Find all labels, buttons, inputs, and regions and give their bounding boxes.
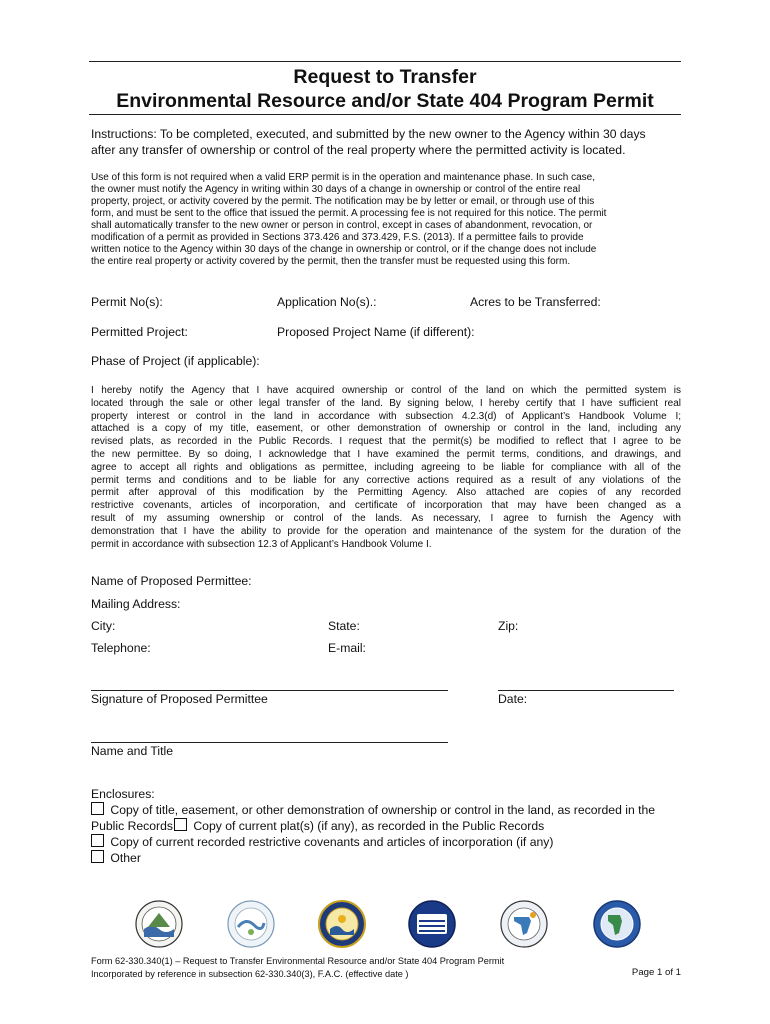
- instructions: Instructions: To be completed, executed, and submitted by the new owner to the Agency within 30 days after any transfer of ownership or control of the real property where the permitted activity is located.: [91, 127, 646, 157]
- certification-statement: I hereby notify the Agency that I have acquired ownership or control of the land on which the permitted system is located through the sale or other legal transfer of the land. By signing below, I hereby certify that I have sufficient real property interest or control in the land in accordance with subsection 4.2.3(d) of Applicant’s Handbook Volume I; attached is a copy of my title, easement, or other demonstration of ownership or control in the land, including any revised plats, as recorded in the Public Records. I request that the permit(s) be modified to reflect that I agree to be the new permittee. By so doing, I acknowledge that I have examined the permit terms, conditions, and drawings, and agree to accept all rights and obligations as permittee, including agreeing to be liable for compliance with all of the permit terms and conditions and to be liable for any corrective actions required as a result of any violations of the permit after approval of this modification by the Permitting Agency. Also attached are copies of any recorded restrictive covenants, articles of incorporation, and certificate of incorporation that may have been changed as a result of my assuming ownership or control of the lands. As necessary, I agree to furnish the Agency with demonstration that I have the ability to provide for the operation and maintenance of the system for the duration of the permit in accordance with subsection 12.3 of Applicant’s Handbook Volume I.: [91, 385, 681, 550]
- date-label: Date:: [498, 692, 528, 706]
- nwfwmd-seal-icon: [134, 899, 184, 949]
- title-rule: [89, 114, 681, 115]
- city-label: City:: [91, 619, 116, 633]
- usage-note: Use of this form is not required when a valid ERP permit is in the operation and maintenance phase. In such case, the owner must notify the Agency in writing within 30 days of a change in ownership or control of the entire real property, project, or activity covered by the permit. The notification may be by letter or email, or through use of this form, and must be sent to the office that issued the permit. A processing fee is not required for this notice. The permit shall automatically transfer to the new owner or person in control, except in cases of abandonment, revocation, or modification of a permit as provided in Sections 373.426 and 373.429, F.S. (2013). If a permittee fails to provide written notice to the Agency within 30 days of the change in ownership or control, or if the change does not include the entire real property or activity covered by the permit, then the transfer must be requested using this form.: [91, 172, 607, 267]
- phase-label: Phase of Project (if applicable):: [91, 354, 260, 368]
- form-subtitle: Environmental Resource and/or State 404 Program Permit: [116, 90, 654, 112]
- plat-copy-checkbox[interactable]: [174, 818, 187, 831]
- agency-seals: [134, 899, 644, 951]
- footer-form-id: Form 62-330.340(1) – Request to Transfer Environmental Resource and/or State 404 Program Permit: [91, 956, 505, 966]
- footer: [91, 955, 504, 980]
- mailing-address-label: Mailing Address:: [91, 597, 181, 611]
- enclosures: [91, 787, 655, 866]
- permit-no-label: Permit No(s):: [91, 295, 163, 309]
- name-title-line[interactable]: [91, 742, 448, 743]
- acres-label: Acres to be Transferred:: [470, 295, 601, 309]
- email-label: E-mail:: [328, 641, 366, 655]
- signature-label: Signature of Proposed Permittee: [91, 692, 268, 706]
- zip-label: Zip:: [498, 619, 519, 633]
- telephone-label: Telephone:: [91, 641, 151, 655]
- proposed-project-label: Proposed Project Name (if different):: [277, 325, 475, 339]
- form-title: Request to Transfer: [293, 66, 477, 88]
- other-checkbox[interactable]: [91, 850, 104, 863]
- public-records-label: Public Records: [91, 819, 173, 833]
- title-copy-label: Copy of title, easement, or other demonstration of ownership or control in the land, as recorded in the: [110, 803, 656, 817]
- name-title-label: Name and Title: [91, 744, 173, 758]
- sjrwmd-seal-icon: [317, 899, 367, 949]
- signature-line[interactable]: [91, 690, 448, 691]
- covenants-label: Copy of current recorded restrictive covenants and articles of incorporation (if any): [110, 835, 554, 849]
- plat-copy-label: Copy of current plat(s) (if any), as recorded in the Public Records: [193, 819, 545, 833]
- page-number: Page 1 of 1: [631, 967, 681, 978]
- footer-incorporation: Incorporated by reference in subsection 62-330.340(3), F.A.C. (effective date ): [91, 968, 409, 979]
- state-label: State:: [328, 619, 360, 633]
- date-line[interactable]: [498, 690, 674, 691]
- dep-seal-icon: [499, 899, 549, 949]
- title-copy-checkbox[interactable]: [91, 802, 104, 815]
- sfwmd-seal-icon: [592, 899, 642, 949]
- enclosures-heading: Enclosures:: [91, 787, 155, 801]
- permittee-name-label: Name of Proposed Permittee:: [91, 574, 252, 588]
- top-rule: [89, 61, 681, 62]
- permitted-project-label: Permitted Project:: [91, 325, 188, 339]
- application-no-label: Application No(s).:: [277, 295, 377, 309]
- srwmd-seal-icon: [226, 899, 276, 949]
- swfwmd-seal-icon: [407, 899, 457, 949]
- covenants-checkbox[interactable]: [91, 834, 104, 847]
- other-label: Other: [110, 851, 141, 865]
